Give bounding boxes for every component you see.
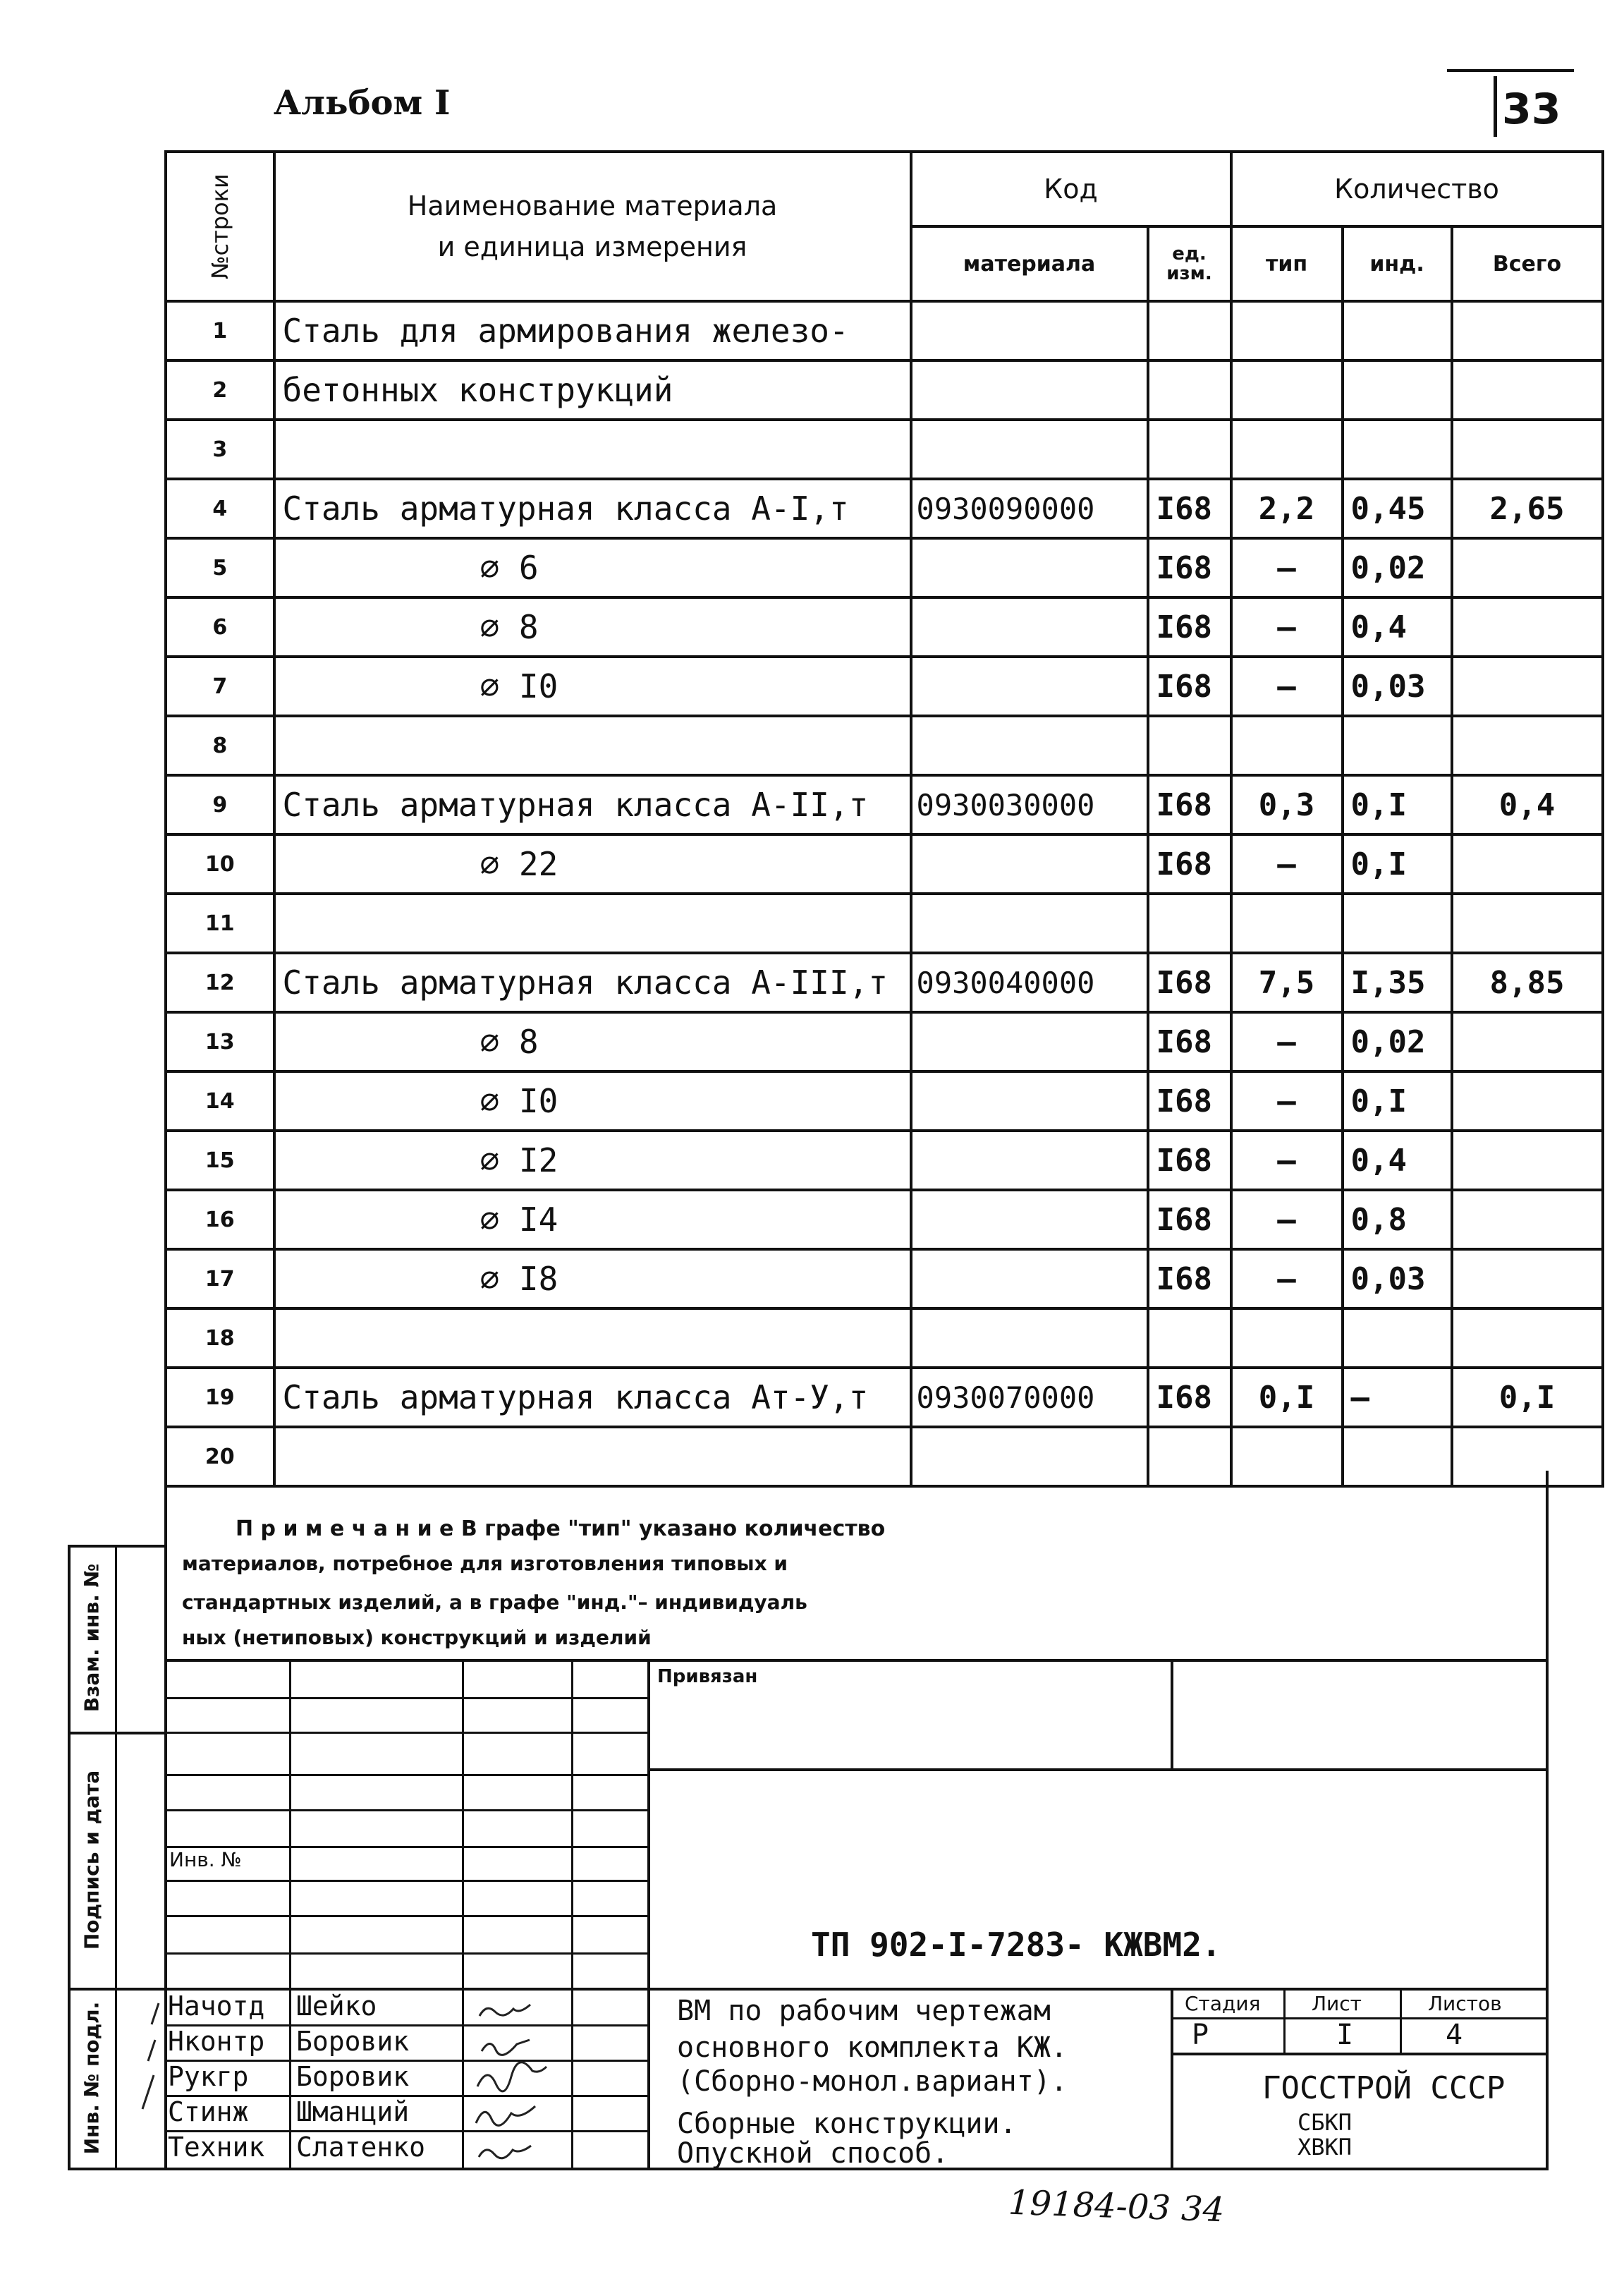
unit-code: [1148, 360, 1231, 420]
material-name: ⌀ I0: [274, 1071, 911, 1131]
quantity-typ: –: [1231, 597, 1343, 657]
unit-code: I68: [1148, 479, 1231, 538]
header-total: Всего: [1452, 226, 1603, 301]
row-number: 8: [166, 716, 274, 775]
quantity-typ: –: [1231, 1249, 1343, 1308]
album-title: Альбом I: [274, 83, 451, 123]
row-number: 3: [166, 420, 274, 479]
tb-row-3: [164, 1774, 649, 1776]
signer-name: Шейко: [296, 1991, 377, 2022]
tb-stage-col2: [1400, 1988, 1402, 2054]
tb-row-4: [164, 1809, 649, 1811]
quantity-typ: –: [1231, 538, 1343, 597]
material-code: [911, 657, 1148, 716]
tb-stage-row1: [1171, 2017, 1549, 2019]
material-code: [911, 360, 1148, 420]
organization-line-1: ГОССТРОЙ СССР: [1262, 2070, 1506, 2106]
unit-code: I68: [1148, 1012, 1231, 1071]
table-row: [166, 301, 1603, 360]
quantity-ind: [1343, 1427, 1452, 1486]
quantity-typ: [1231, 716, 1343, 775]
quantity-ind: [1343, 301, 1452, 360]
row-number: 17: [166, 1249, 274, 1308]
description-line-5: Опускной способ.: [677, 2137, 949, 2170]
unit-code: I68: [1148, 1249, 1231, 1308]
unit-code: I68: [1148, 1071, 1231, 1131]
side-label-podpis: Подпись и дата: [80, 1770, 104, 1950]
unit-code: I68: [1148, 775, 1231, 834]
unit-code: [1148, 1308, 1231, 1368]
unit-code: I68: [1148, 1131, 1231, 1190]
quantity-total: 0,4: [1452, 775, 1603, 834]
header-material: материала: [911, 226, 1148, 301]
quantity-total: [1452, 1071, 1603, 1131]
table-body: [166, 301, 1603, 1486]
material-name: [274, 1427, 911, 1486]
quantity-total: [1452, 420, 1603, 479]
table-row: [166, 360, 1603, 420]
quantity-ind: 0,02: [1343, 1012, 1452, 1071]
sheet-label: Лист: [1312, 1992, 1362, 2015]
tb-row-8: [164, 1952, 649, 1955]
quantity-ind: 0,03: [1343, 1249, 1452, 1308]
material-code: [911, 1249, 1148, 1308]
quantity-total: [1452, 301, 1603, 360]
material-name: [274, 716, 911, 775]
header-name: [274, 152, 911, 301]
quantity-ind: –: [1343, 1368, 1452, 1427]
table-row: [166, 479, 1603, 538]
stage-value: Р: [1192, 2019, 1209, 2051]
note-line-4: ных (нетиповых) конструкций и изделий: [182, 1626, 652, 1649]
quantity-ind: 0,I: [1343, 834, 1452, 894]
material-code: [911, 1071, 1148, 1131]
table-row: [166, 953, 1603, 1012]
quantity-ind: [1343, 894, 1452, 953]
signer-name: Шманций: [296, 2096, 410, 2127]
quantity-total: [1452, 834, 1603, 894]
note-right-border: [1546, 1471, 1549, 2169]
tb-col-4: [647, 1659, 650, 2169]
bottom-stamp: 19184-03 34: [1008, 2182, 1226, 2230]
row-number: 6: [166, 597, 274, 657]
material-code: [911, 716, 1148, 775]
material-code: [911, 1190, 1148, 1249]
material-name: Сталь арматурная класса А-III,т: [274, 953, 911, 1012]
quantity-typ: [1231, 360, 1343, 420]
material-name: Сталь арматурная класса А-I,т: [274, 479, 911, 538]
quantity-ind: 0,4: [1343, 597, 1452, 657]
quantity-total: [1452, 538, 1603, 597]
row-number: 1: [166, 301, 274, 360]
material-code: 0930090000: [911, 479, 1148, 538]
table-row: [166, 1071, 1603, 1131]
quantity-ind: 0,45: [1343, 479, 1452, 538]
table-row: [166, 1308, 1603, 1368]
signer-name: Слатенко: [296, 2132, 426, 2163]
table-row: [166, 834, 1603, 894]
tb-row-6: [164, 1880, 649, 1882]
quantity-total: 8,85: [1452, 953, 1603, 1012]
tb-stage-row2: [1171, 2053, 1549, 2055]
tb-row-2: [164, 1732, 649, 1734]
row-number: 13: [166, 1012, 274, 1071]
table-row: [166, 716, 1603, 775]
quantity-total: [1452, 1249, 1603, 1308]
material-name: [274, 1308, 911, 1368]
unit-code: [1148, 1427, 1231, 1486]
material-code: 0930040000: [911, 953, 1148, 1012]
quantity-total: 2,65: [1452, 479, 1603, 538]
quantity-ind: 0,8: [1343, 1190, 1452, 1249]
header-name-line2: и единица измерения: [437, 231, 747, 262]
unit-code: I68: [1148, 834, 1231, 894]
role-label: Стинж: [168, 2096, 249, 2127]
quantity-total: [1452, 1012, 1603, 1071]
material-code: [911, 1427, 1148, 1486]
material-code: [911, 1308, 1148, 1368]
quantity-typ: [1231, 1308, 1343, 1368]
quantity-ind: 0,I: [1343, 1071, 1452, 1131]
material-name: ⌀ I0: [274, 657, 911, 716]
description-line-3: (Сборно-монол.вариант).: [677, 2065, 1068, 2098]
quantity-typ: [1231, 420, 1343, 479]
material-code: [911, 1012, 1148, 1071]
row-number: 7: [166, 657, 274, 716]
unit-code: I68: [1148, 1190, 1231, 1249]
signer-name: Боровик: [296, 2061, 410, 2092]
note-bottom-border: [164, 1659, 1549, 1662]
header-row-number: №строки: [166, 152, 274, 301]
row-number: 10: [166, 834, 274, 894]
table-row: [166, 775, 1603, 834]
unit-code: [1148, 420, 1231, 479]
tb-privyazan-split: [1171, 1659, 1173, 1769]
material-code: [911, 420, 1148, 479]
quantity-ind: 0,4: [1343, 1131, 1452, 1190]
material-name: ⌀ 8: [274, 1012, 911, 1071]
materials-table: [164, 150, 1604, 1488]
unit-code: I68: [1148, 597, 1231, 657]
quantity-total: [1452, 1308, 1603, 1368]
tb-stage-left: [1171, 1988, 1173, 2169]
quantity-total: [1452, 360, 1603, 420]
header-ind: инд.: [1343, 226, 1452, 301]
row-number: 16: [166, 1190, 274, 1249]
header-unit: ед. изм.: [1148, 226, 1231, 301]
row-number: 11: [166, 894, 274, 953]
table-row: [166, 894, 1603, 953]
quantity-ind: [1343, 1308, 1452, 1368]
privyazan-label: Привязан: [657, 1666, 758, 1687]
quantity-typ: 0,3: [1231, 775, 1343, 834]
header-code: Код: [911, 152, 1231, 226]
material-code: [911, 538, 1148, 597]
row-number: 14: [166, 1071, 274, 1131]
material-name: ⌀ 8: [274, 597, 911, 657]
table-row: [166, 1131, 1603, 1190]
quantity-typ: –: [1231, 1071, 1343, 1131]
unit-code: I68: [1148, 1368, 1231, 1427]
tb-stage-col1: [1283, 1988, 1286, 2054]
margin-slash-marks: [127, 1996, 169, 2123]
quantity-ind: [1343, 716, 1452, 775]
quantity-typ: [1231, 894, 1343, 953]
quantity-total: [1452, 657, 1603, 716]
tb-row-1: [164, 1697, 649, 1699]
row-number: 15: [166, 1131, 274, 1190]
material-code: 0930030000: [911, 775, 1148, 834]
quantity-typ: –: [1231, 1131, 1343, 1190]
quantity-ind: 0,I: [1343, 775, 1452, 834]
material-name: ⌀ 6: [274, 538, 911, 597]
sheets-value: 4: [1446, 2019, 1463, 2051]
material-name: ⌀ I4: [274, 1190, 911, 1249]
row-number: 5: [166, 538, 274, 597]
document-code: ТП 902-I-7283- КЖВМ2.: [811, 1926, 1221, 1964]
quantity-ind: 0,02: [1343, 538, 1452, 597]
row-number: 19: [166, 1368, 274, 1427]
quantity-total: [1452, 1131, 1603, 1190]
sheets-label: Листов: [1428, 1992, 1502, 2015]
table-row: [166, 657, 1603, 716]
table-row: [166, 1249, 1603, 1308]
description-line-4: Сборные конструкции.: [677, 2108, 1017, 2140]
note-line-2: материалов, потребное для изготовления типовых и: [182, 1552, 788, 1575]
unit-code: I68: [1148, 953, 1231, 1012]
side-strip-left: [68, 1545, 71, 2169]
material-name: ⌀ 22: [274, 834, 911, 894]
page-number: 33: [1502, 85, 1561, 134]
material-code: [911, 1131, 1148, 1190]
row-number: 18: [166, 1308, 274, 1368]
material-name: Сталь арматурная класса А-II,т: [274, 775, 911, 834]
quantity-ind: 0,03: [1343, 657, 1452, 716]
quantity-typ: 7,5: [1231, 953, 1343, 1012]
table-row: [166, 1190, 1603, 1249]
material-name: бетонных конструкций: [274, 360, 911, 420]
organization-line-2: СБКП: [1298, 2109, 1353, 2136]
material-name: ⌀ I8: [274, 1249, 911, 1308]
material-code: [911, 834, 1148, 894]
quantity-total: [1452, 1427, 1603, 1486]
row-number: 12: [166, 953, 274, 1012]
quantity-total: [1452, 597, 1603, 657]
tb-privyazan-bottom: [649, 1768, 1549, 1771]
side-label-inv-podl: Инв. № подл.: [80, 2001, 104, 2155]
material-code: 0930070000: [911, 1368, 1148, 1427]
row-number: 4: [166, 479, 274, 538]
quantity-ind: [1343, 360, 1452, 420]
quantity-total: 0,I: [1452, 1368, 1603, 1427]
stage-label: Стадия: [1185, 1992, 1261, 2015]
table-row: [166, 1368, 1603, 1427]
material-name: [274, 420, 911, 479]
quantity-typ: 0,I: [1231, 1368, 1343, 1427]
material-name: Сталь для армирования железо-: [274, 301, 911, 360]
table-row: [166, 597, 1603, 657]
table-row: [166, 1427, 1603, 1486]
description-line-2: основного комплекта КЖ.: [677, 2031, 1068, 2064]
role-label: Техник: [168, 2132, 265, 2163]
unit-code: I68: [1148, 657, 1231, 716]
sheet-value: I: [1336, 2019, 1354, 2051]
material-name: Сталь арматурная класса Ат-У,т: [274, 1368, 911, 1427]
quantity-typ: –: [1231, 1190, 1343, 1249]
unit-code: [1148, 716, 1231, 775]
tb-col-1: [289, 1659, 291, 2169]
quantity-typ: –: [1231, 834, 1343, 894]
row-number: 2: [166, 360, 274, 420]
page-number-bracket: [1494, 76, 1497, 137]
table-row: [166, 420, 1603, 479]
quantity-total: [1452, 716, 1603, 775]
quantity-ind: [1343, 420, 1452, 479]
description-line-1: ВМ по рабочим чертежам: [677, 1995, 1051, 2027]
material-code: [911, 597, 1148, 657]
note-line-1: П р и м е ч а н и е В графе "тип" указано количество: [236, 1517, 886, 1541]
table-row: [166, 538, 1603, 597]
quantity-total: [1452, 1190, 1603, 1249]
signature-scribbles: [462, 1989, 575, 2169]
role-label: Нконтр: [168, 2026, 265, 2057]
inv-no-label: Инв. №: [169, 1848, 242, 1871]
material-code: [911, 301, 1148, 360]
side-strip-inner: [115, 1545, 117, 2169]
unit-code: [1148, 301, 1231, 360]
side-label-vzam: Взам. инв. №: [80, 1563, 104, 1713]
material-name: [274, 894, 911, 953]
role-label: Рукгр: [168, 2061, 249, 2092]
quantity-total: [1452, 894, 1603, 953]
header-typ: тип: [1231, 226, 1343, 301]
header-name-line1: Наименование материала: [407, 190, 778, 221]
quantity-typ: [1231, 1427, 1343, 1486]
unit-code: I68: [1148, 538, 1231, 597]
header-quantity: Количество: [1231, 152, 1603, 226]
unit-code: [1148, 894, 1231, 953]
quantity-typ: –: [1231, 1012, 1343, 1071]
table-row: [166, 1012, 1603, 1071]
quantity-typ: –: [1231, 657, 1343, 716]
tb-row-7: [164, 1915, 649, 1917]
note-line-3: стандартных изделий, а в графе "инд."– индивидуаль: [182, 1591, 807, 1614]
material-code: [911, 894, 1148, 953]
role-label: Начотд: [168, 1991, 265, 2022]
material-name: ⌀ I2: [274, 1131, 911, 1190]
row-number: 20: [166, 1427, 274, 1486]
quantity-typ: [1231, 301, 1343, 360]
row-number: 9: [166, 775, 274, 834]
signer-name: Боровик: [296, 2026, 410, 2057]
quantity-typ: 2,2: [1231, 479, 1343, 538]
quantity-ind: I,35: [1343, 953, 1452, 1012]
organization-line-3: ХВКП: [1298, 2134, 1353, 2161]
page-number-rule: [1447, 69, 1574, 72]
